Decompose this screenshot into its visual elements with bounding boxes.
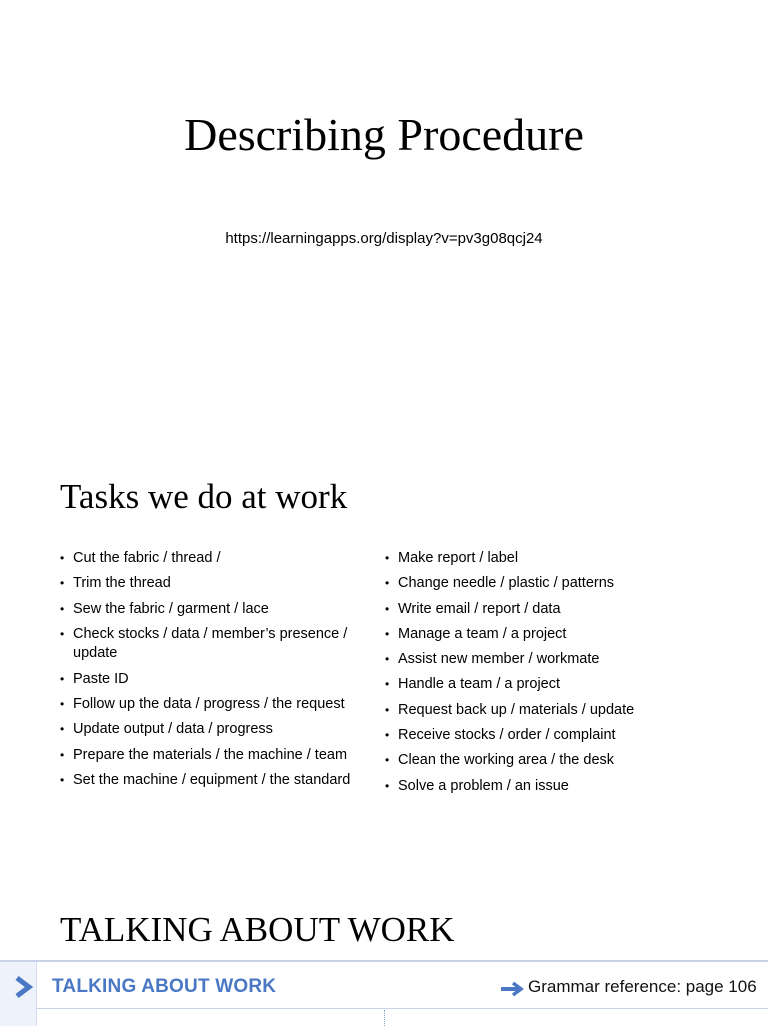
list-item: • Paste ID	[60, 670, 384, 690]
list-item: • Assist new member / workmate	[385, 650, 715, 670]
list-item: • Sew the fabric / garment / lace	[60, 600, 384, 620]
list-item: • Set the machine / equipment / the standard	[60, 771, 384, 791]
list-item: • Manage a team / a project	[385, 625, 715, 645]
tasks-list-left	[60, 549, 384, 796]
grammar-reference: Grammar reference: page 106	[528, 977, 757, 996]
banner-divider	[36, 1008, 768, 1009]
list-item: • Solve a problem / an issue	[385, 777, 715, 797]
learningapps-link[interactable]: https://learningapps.org/display?v=pv3g08qcj24	[225, 230, 543, 247]
textbook-banner	[0, 960, 768, 1026]
tasks-list-right	[385, 549, 715, 802]
list-item: • Receive stocks / order / complaint	[385, 726, 715, 746]
slide-title: Describing Procedure	[184, 109, 584, 160]
list-item: • Make report / label	[385, 549, 715, 569]
list-item: • Request back up / materials / update	[385, 701, 715, 721]
list-item: • Handle a team / a project	[385, 675, 715, 695]
talking-about-work-title: TALKING ABOUT WORK	[60, 910, 455, 949]
chevron-right-icon	[14, 976, 34, 998]
list-item: • Trim the thread	[60, 574, 384, 594]
list-item: • Prepare the materials / the machine / team	[60, 746, 384, 766]
list-item: • Change needle / plastic / patterns	[385, 574, 715, 594]
list-item: • Update output / data / progress	[60, 720, 384, 740]
banner-heading: TALKING ABOUT WORK	[52, 976, 277, 997]
list-item: • Check stocks / data / member’s presence / update	[60, 625, 384, 664]
list-item: • Follow up the data / progress / the request	[60, 695, 384, 715]
tasks-section-title: Tasks we do at work	[60, 477, 348, 516]
list-item: • Cut the fabric / thread /	[60, 549, 384, 569]
arrow-right-icon	[500, 981, 524, 997]
list-item: • Clean the working area / the desk	[385, 751, 715, 771]
list-item: • Write email / report / data	[385, 600, 715, 620]
